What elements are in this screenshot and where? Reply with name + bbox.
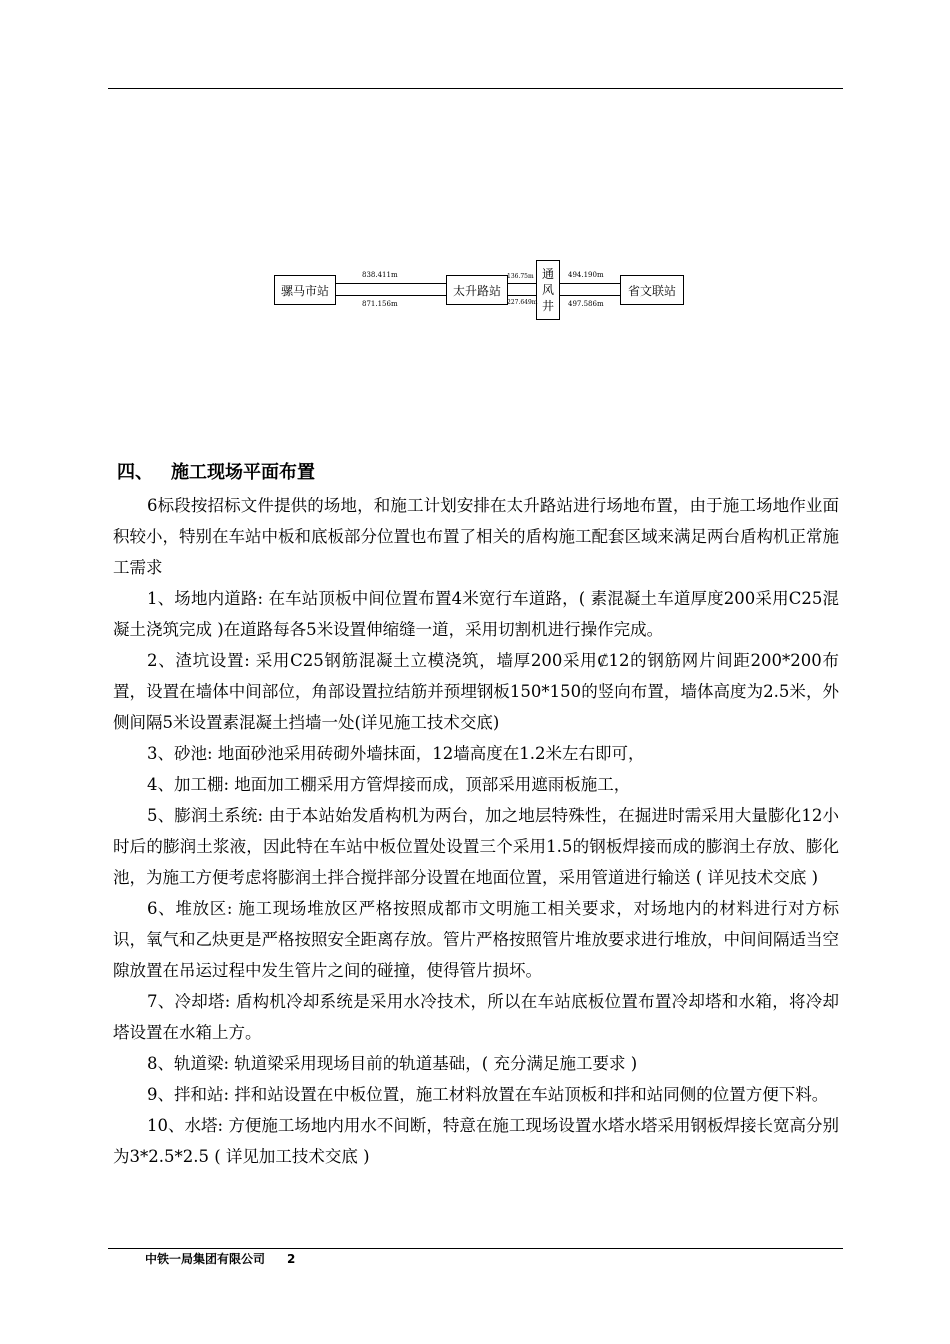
paragraph-shed: 4、加工棚: 地面加工棚采用方管焊接而成，顶部采用遮雨板施工， [147,775,631,794]
shaft-box [536,260,560,320]
paragraph-water-tower: 10、水塔: 方便施工场地内用水不间断，特意在施工现场设置水塔水塔采用钢板焊接长宽高分别为3*2.5*2.5 ( 详见加工技术交底 ) [113,1116,839,1166]
route-diagram [270,258,690,322]
shaft-char-2: 风 [541,283,554,297]
paragraph-storage: 6、堆放区: 施工现场堆放区严格按照成都市文明施工相关要求，对场地内的材料进行对方标识，氧气和乙炔更是严格按照安全距离存放。管片严格按照管片堆放要求进行堆放，中间间隔适当空隙放置在吊运过程中发生管片之间的碰撞，使得管片损坏。 [113,899,839,980]
paragraph-pit: 2、渣坑设置: 采用C25钢筋混凝土立模浇筑，墙厚200采用₡12的钢筋网片间距200*200布置，设置在墙体中间部位，角部设置拉结筋并预埋钢板150*150的竖向布置，墙体高度为2.5米，外侧间隔5米设置素混凝土挡墙一处(详见施工技术交底) [113,651,839,732]
paragraph-road: 1、场地内道路: 在车站顶板中间位置布置4米宽行车道路，( 素混凝土车道厚度200采用C25混凝土浇筑完成 )在道路每各5米设置伸缩缝一道，采用切割机进行操作完成。 [113,589,839,639]
label-a-bottom: 871.156m [362,300,398,308]
page-number: 2 [287,1252,296,1266]
line-c-bottom [560,295,622,296]
line-a-top [334,283,448,284]
shaft-char-1: 通 [541,267,554,281]
paragraph-track-beam: 8、轨道梁: 轨道梁采用现场目前的轨道基础，( 充分满足施工要求 ) [147,1054,638,1073]
line-a-bottom [334,295,448,296]
label-a-top: 838.411m [362,271,398,279]
label-c-bottom: 497.586m [568,300,604,308]
header-rule [108,88,843,89]
shaft-char-3: 井 [541,299,554,313]
body-text [113,490,839,1172]
line-b-bottom [506,295,536,296]
station-box-s3 [620,275,684,305]
station-s2-label: 太升路站 [452,283,501,298]
section-number: 四、 [117,462,153,483]
line-c-top [560,283,622,284]
line-b-top [506,283,536,284]
station-box-s1 [274,275,336,305]
paragraph-mixing: 9、拌和站: 拌和站设置在中板位置，施工材料放置在车站顶板和拌和站同侧的位置方便下料。 [147,1085,829,1104]
station-s1-label: 骡马市站 [280,283,329,298]
paragraph-sand-pool: 3、砂池: 地面砂池采用砖砌外墙抹面，12墙高度在1.2米左右即可， [147,744,645,763]
footer-rule [108,1248,843,1249]
station-s3-label: 省文联站 [627,283,676,298]
label-b-bottom: 227.649m [507,299,538,306]
section-title: 施工现场平面布置 [171,462,315,483]
page-footer [145,1250,295,1267]
label-c-top: 494.190m [568,271,604,279]
station-box-s2 [446,275,508,305]
section-heading [117,458,315,484]
label-b-top: 136.75m [507,273,534,280]
footer-company: 中铁一局集团有限公司 [145,1252,266,1266]
paragraph-intro: 6标段按招标文件提供的场地，和施工计划安排在太升路站进行场地布置，由于施工场地作业面积较小，特别在车站中板和底板部分位置也布置了相关的盾构施工配套区域来满足两台盾构机正常施工需求 [113,496,839,577]
paragraph-bentonite: 5、膨润土系统: 由于本站始发盾构机为两台，加之地层特殊性，在掘进时需采用大量膨化12小时后的膨润土浆液，因此特在车站中板位置处设置三个采用1.5的钢板焊接而成的膨润土存放、膨化池，为施工方便考虑将膨润土拌合搅拌部分设置在地面位置，采用管道进行输送 ( 详见技术交底 ) [113,806,839,887]
paragraph-cooling: 7、冷却塔: 盾构机冷却系统是采用水冷技术，所以在车站底板位置布置冷却塔和水箱，将冷却塔设置在水箱上方。 [113,992,839,1042]
